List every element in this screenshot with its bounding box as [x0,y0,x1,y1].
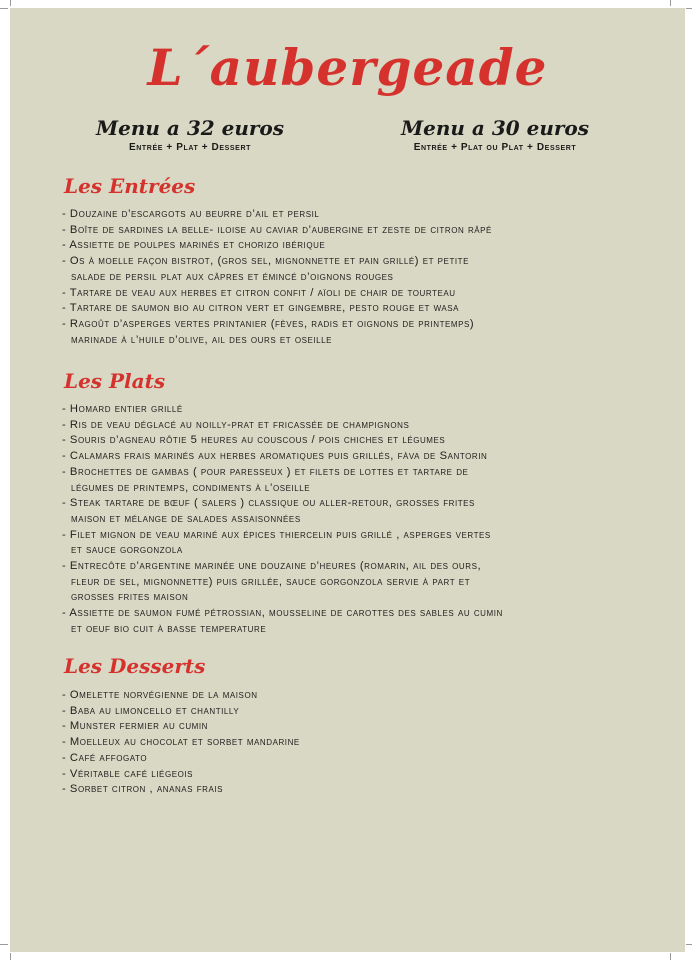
list-item: - Calamars frais marinés aux herbes aromatiques puis grillés, fàva de Santorin [62,450,488,463]
menu-32-subtitle: Entrée + Plat + Dessert [129,142,251,153]
restaurant-logo-title: L´aubergeade [147,38,548,97]
list-item: - Tartare de veau aux herbes et citron confit / aïoli de chair de tourteau [62,286,456,299]
list-item: - Homard entier grillé [62,403,183,415]
list-item: - Moelleux au chocolat et sorbet mandarine [62,736,300,749]
list-item: - Café affogato [62,751,148,764]
menu-30-block [370,116,620,153]
menu-page [10,8,685,952]
plats-list [62,402,662,638]
section-title-desserts: Les Desserts [64,654,206,678]
menu-30-title: Menu a 30 euros [400,116,590,140]
section-title-plats: Les Plats [64,369,166,393]
list-item: - Omelette norvégienne de la maison [62,689,258,701]
list-item: - Douzaine d’escargots au beurre d’ail et persil [62,208,320,220]
list-item: - Assiette de saumon fumé pétrossian, mousseline de carottes des sables au cumin et oeuf bio cuit à basse temperature [62,607,503,635]
list-item: - Sorbet citron , ananas frais [62,783,224,796]
list-item: - Tartare de saumon bio au citron vert et gingembre, pesto rouge et wasa [62,302,460,315]
crop-mark-top-right-v [670,0,671,6]
list-item: - Filet mignon de veau mariné aux épices thiercelin puis grillé , asperges vertes et sauce gorgonzola [62,528,491,557]
crop-mark-top-right [686,8,692,9]
list-item: - Ragoût d’asperges vertes printanier (fèves, radis et oignons de printemps) marinade à l’huile d’olive, ail des ours et oseille [62,317,475,346]
list-item: - Os à moelle façon bistrot, (gros sel, mignonnette et pain grillé) et petite salade de persil plat aux câpres et émincé d’oignons rouges [62,255,469,283]
crop-mark-top-left-v [10,0,11,6]
list-item: - Souris d’agneau rôtie 5 heures au couscous / pois chiches et légumes [62,434,446,447]
list-item: - Ris de veau déglacé au noilly-prat et fricassée de champignons [62,418,410,431]
section-title-entrees: Les Entrées [64,174,196,198]
menu-30-subtitle: Entrée + Plat ou Plat + Dessert [413,142,577,153]
list-item: - Munster fermier au cumin [62,720,209,733]
list-item: - Véritable café liégeois [62,767,194,780]
crop-mark-bottom-left-v [10,953,11,960]
menu-32-title: Menu a 32 euros [95,116,285,140]
menu-32-block [90,116,290,153]
list-item: - Steak tartare de bœuf ( salers ) classique ou aller-retour, grosses frites maison et mélange de salades assaisonnées [62,497,475,525]
list-item: - Baba au limoncello et chantilly [62,704,240,717]
desserts-list [62,688,662,798]
crop-mark-bottom-right [686,944,692,945]
list-item: - Assiette de poulpes marinés et chorizo ibérique [62,239,326,252]
list-item: - Entrecôte d’argentine marinée une douzaine d’heures (romarin, ail des ours, fleur de sel, mignonnette) puis grillée, sauce gorgonzola servie à part et grosses frites maison [62,560,482,604]
crop-mark-bottom-left [0,944,8,945]
list-item: - Boîte de sardines la belle- iloise au caviar d’aubergine et zeste de citron râpé [62,223,492,236]
entrees-list [62,207,662,348]
list-item: - Brochettes de gambas ( pour paresseux ) et filets de lottes et tartare de légumes de printemps, condiments à l’oseille [62,465,469,494]
crop-mark-top-left [0,8,8,9]
crop-mark-bottom-right-v [670,953,671,960]
